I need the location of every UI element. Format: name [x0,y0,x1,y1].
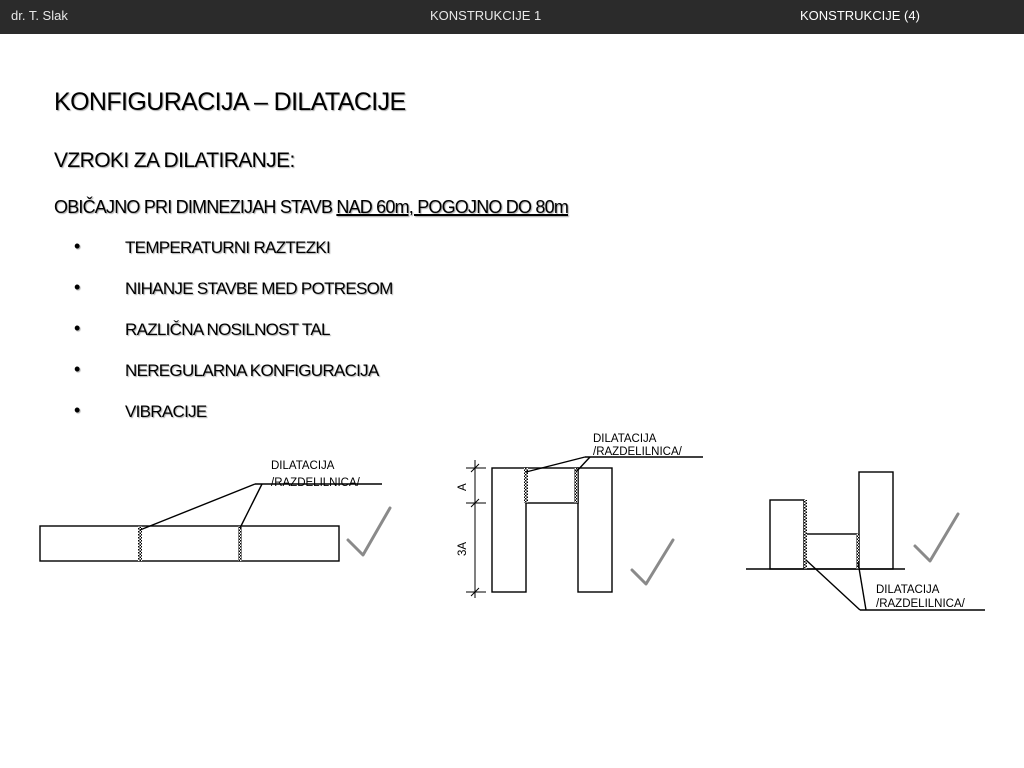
fig3-label-line1: DILATACIJA [876,584,940,596]
middle-block [806,534,857,569]
fig1-label-line2: /RAZDELILNICA/ [271,477,360,489]
figure-linear-building [40,484,382,561]
checkmark-icon [915,514,958,561]
right-wing [578,468,612,592]
leader-line [806,560,860,610]
figure-stepped-building [746,472,985,610]
header-author: dr. T. Slak [11,8,68,23]
bullet-icon: • [74,400,80,420]
expansion-joint [804,500,807,569]
expansion-joint [524,468,528,503]
left-wing [492,468,526,592]
dimension-3a-label: 3A [457,541,469,556]
list-item-text: NIHANJE STAVBE MED POTRESOM [125,279,393,298]
right-block [859,472,893,569]
fig2-label-line1: DILATACIJA [593,433,657,445]
slide-subtitle: VZROKI ZA DILATIRANJE: [54,149,295,172]
figure-u-building [466,457,703,598]
list-item-text: RAZLIČNA NOSILNOST TAL [125,320,330,339]
intro-plain: OBIČAJNO PRI DIMNEZIJAH STAVB [54,197,337,217]
building-outline [40,526,339,561]
slide-title: KONFIGURACIJA – DILATACIJE [54,88,406,116]
list-item-text: NEREGULARNA KONFIGURACIJA [125,361,379,380]
checkmark-icon [348,508,390,555]
expansion-joint [138,526,142,561]
checkmark-icon [632,540,673,584]
leader-line [240,484,262,528]
fig1-label-line1: DILATACIJA [271,460,335,472]
list-item-text: TEMPERATURNI RAZTEZKI [125,238,331,257]
header-course: KONSTRUKCIJE 1 [430,8,542,23]
bullet-icon: • [74,277,80,297]
fig2-label-line2: /RAZDELILNICA/ [593,446,682,458]
fig3-label-line2: /RAZDELILNICA/ [876,598,965,610]
leader-line [140,484,255,530]
dimension-a-label: A [457,483,469,491]
bullet-icon: • [74,318,80,338]
intro-underlined: NAD 60m, POGOJNO DO 80m [336,197,569,217]
header-section: KONSTRUKCIJE (4) [800,8,920,23]
expansion-joint [238,526,242,561]
list-item-text: VIBRACIJE [125,402,207,421]
left-block [770,500,804,569]
bullet-icon: • [74,236,80,256]
expansion-joint [574,468,578,503]
bullet-icon: • [74,359,80,379]
connecting-block [526,468,578,503]
